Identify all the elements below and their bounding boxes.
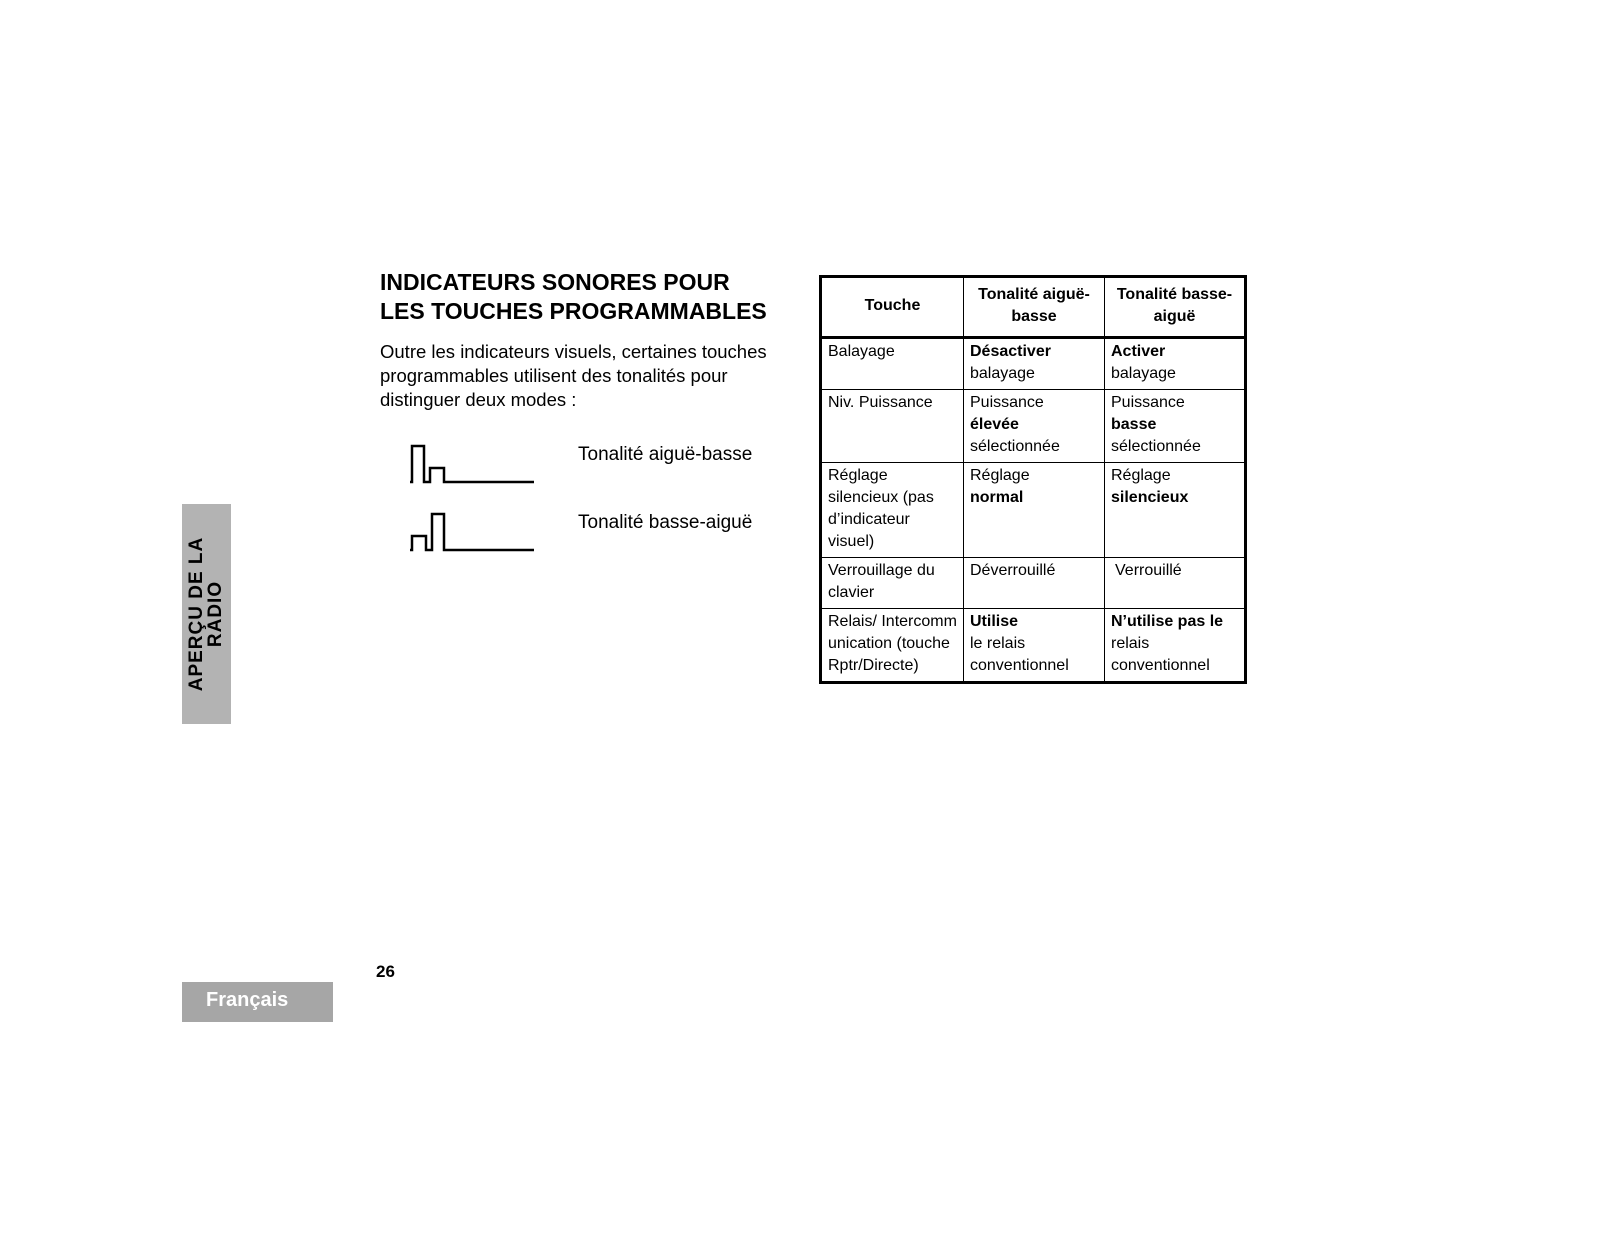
high-low-tone-waveform-icon xyxy=(410,440,535,486)
section-side-tab-label xyxy=(187,537,225,692)
table-row xyxy=(821,463,1246,558)
cell-bold-text: N’utilise pas le xyxy=(1111,613,1224,630)
cell-text: le relais conventionnel xyxy=(970,635,1069,674)
key-cell: Relais/ Intercommunication (touche Rptr/Directe) xyxy=(821,609,964,683)
cell-text: Puissance xyxy=(970,394,1044,411)
table-row xyxy=(821,338,1246,390)
language-tab: Français xyxy=(182,982,333,1022)
cell-text: Réglage xyxy=(1111,467,1171,484)
cell-text: sélectionnée xyxy=(1111,438,1201,455)
cell-bold-text: silencieux xyxy=(1111,489,1189,506)
high-low-cell xyxy=(964,558,1105,609)
cell-bold-text: Utilise xyxy=(970,613,1019,630)
table-row xyxy=(821,609,1246,683)
page-title-line-1: INDICATEURS SONORES POUR xyxy=(380,269,730,295)
cell-bold-text: élevée xyxy=(970,416,1019,433)
tone-item-high-low xyxy=(380,440,800,500)
cell-text: balayage xyxy=(970,365,1035,382)
page-title xyxy=(380,268,800,326)
low-high-cell xyxy=(1105,463,1246,558)
table-row xyxy=(821,390,1246,463)
high-low-cell xyxy=(964,338,1105,390)
page-number: 26 xyxy=(376,962,395,981)
section-side-tab-line-2: RADIO xyxy=(205,580,226,648)
high-low-cell xyxy=(964,609,1105,683)
cell-text: Puissance xyxy=(1111,394,1185,411)
low-high-cell xyxy=(1105,558,1246,609)
cell-bold-text: basse xyxy=(1111,416,1157,433)
high-low-cell xyxy=(964,390,1105,463)
page-title-line-2: LES TOUCHES PROGRAMMABLES xyxy=(380,298,767,324)
cell-bold-text: Désactiver xyxy=(970,343,1051,360)
intro-paragraph: Outre les indicateurs visuels, certaines touches programmables utilisent des tonalités pour distinguer deux modes : xyxy=(380,341,767,410)
column-header-low-high: Tonalité basse-aiguë xyxy=(1105,277,1246,338)
cell-text: relais conventionnel xyxy=(1111,635,1210,674)
key-cell: Balayage xyxy=(821,338,964,390)
cell-text: balayage xyxy=(1111,365,1176,382)
table-header-row xyxy=(821,277,1246,338)
tone-label-low-high: Tonalité basse-aiguë xyxy=(578,512,753,533)
table-row xyxy=(821,558,1246,609)
cell-text: sélectionnée xyxy=(970,438,1060,455)
programmable-keys-tone-table xyxy=(819,275,1247,684)
key-cell: Réglage silencieux (pas d’indicateur visuel) xyxy=(821,463,964,558)
column-header-high-low: Tonalité aiguë-basse xyxy=(964,277,1105,338)
section-side-tab xyxy=(182,504,231,724)
cell-text: Déverrouillé xyxy=(970,562,1056,579)
column-header-key: Touche xyxy=(821,277,964,338)
high-low-cell xyxy=(964,463,1105,558)
key-cell: Niv. Puissance xyxy=(821,390,964,463)
tone-label-high-low: Tonalité aiguë-basse xyxy=(578,444,753,465)
cell-text: Verrouillé xyxy=(1115,562,1182,579)
low-high-cell xyxy=(1105,338,1246,390)
cell-text: Réglage xyxy=(970,467,1030,484)
cell-bold-text: Activer xyxy=(1111,343,1166,360)
low-high-cell xyxy=(1105,390,1246,463)
section-side-tab-line-1: APERÇU DE LA xyxy=(186,536,207,692)
key-cell: Verrouillage du clavier xyxy=(821,558,964,609)
cell-bold-text: normal xyxy=(970,489,1024,506)
low-high-tone-waveform-icon xyxy=(410,508,535,554)
tone-item-low-high xyxy=(380,508,800,568)
low-high-cell xyxy=(1105,609,1246,683)
